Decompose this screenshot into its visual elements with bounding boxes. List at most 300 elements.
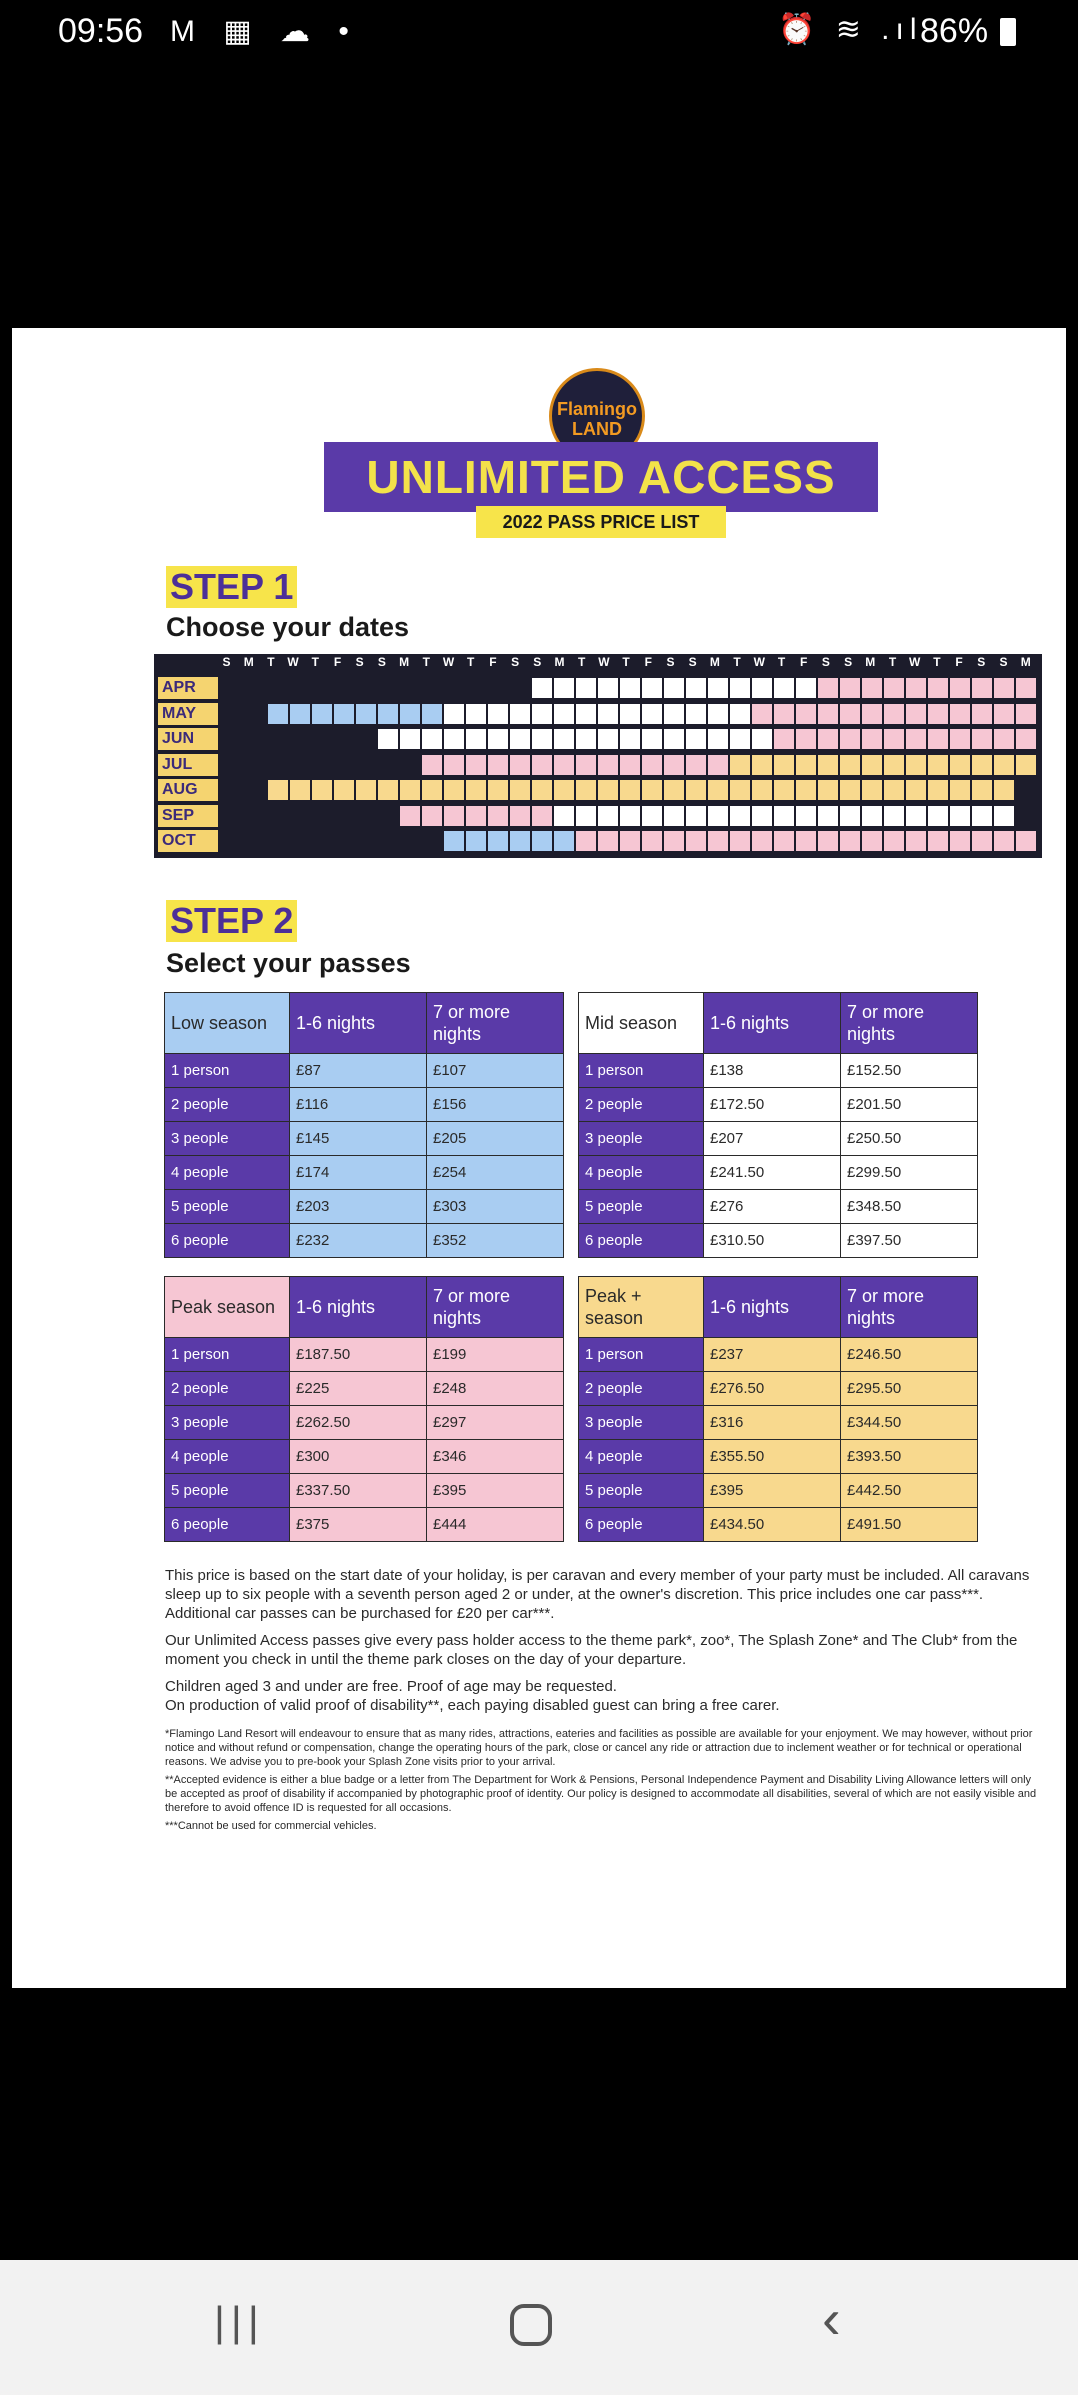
calendar-day-cell xyxy=(796,831,816,851)
calendar-day-cell xyxy=(884,729,904,749)
price-7-plus-nights: £201.50 xyxy=(841,1088,978,1122)
calendar-day-cell xyxy=(378,678,398,698)
calendar-day-cell xyxy=(774,704,794,724)
table-row xyxy=(579,1406,978,1440)
calendar-day-cell xyxy=(598,755,618,775)
calendar-day-cell xyxy=(246,806,266,826)
col-7-plus-nights: 7 or more nights xyxy=(841,1277,978,1338)
document-subtitle: 2022 PASS PRICE LIST xyxy=(476,506,726,538)
back-icon[interactable]: ‹ xyxy=(822,2287,841,2350)
calendar-day-cell xyxy=(796,729,816,749)
calendar-day-cell xyxy=(620,780,640,800)
calendar-day-cell xyxy=(752,806,772,826)
month-label: MAY xyxy=(158,703,218,725)
calendar-day-cell xyxy=(466,806,486,826)
document-title: UNLIMITED ACCESS xyxy=(324,442,878,512)
calendar-day-cell xyxy=(334,780,354,800)
day-header: T xyxy=(888,655,897,669)
calendar-day-cell xyxy=(1016,704,1036,724)
price-1-6-nights: £434.50 xyxy=(704,1508,841,1542)
calendar-month-row xyxy=(154,727,1042,751)
day-header: T xyxy=(777,655,786,669)
calendar-day-cell xyxy=(510,780,530,800)
price-1-6-nights: £225 xyxy=(290,1372,427,1406)
price-7-plus-nights: £107 xyxy=(427,1054,564,1088)
calendar-day-cell xyxy=(730,678,750,698)
day-header: T xyxy=(622,655,630,669)
party-size: 4 people xyxy=(579,1156,704,1190)
calendar-day-cell xyxy=(466,831,486,851)
calendar-day-cell xyxy=(598,831,618,851)
table-row xyxy=(579,1156,978,1190)
price-1-6-nights: £174 xyxy=(290,1156,427,1190)
calendar-day-cell xyxy=(290,831,310,851)
calendar-day-cell xyxy=(620,806,640,826)
calendar-day-cell xyxy=(708,831,728,851)
calendar-day-cell xyxy=(818,755,838,775)
price-7-plus-nights: £348.50 xyxy=(841,1190,978,1224)
price-1-6-nights: £262.50 xyxy=(290,1406,427,1440)
recent-apps-icon[interactable]: ||| xyxy=(214,2298,265,2345)
calendar-day-cell xyxy=(268,704,288,724)
price-7-plus-nights: £397.50 xyxy=(841,1224,978,1258)
calendar-day-cell xyxy=(730,704,750,724)
calendar-day-cell xyxy=(246,831,266,851)
calendar-day-cell xyxy=(400,704,420,724)
calendar-day-cell xyxy=(378,755,398,775)
calendar-day-cell xyxy=(752,678,772,698)
calendar-day-cell xyxy=(994,704,1014,724)
step2-label: STEP 2 xyxy=(166,900,297,942)
calendar-day-cell xyxy=(620,704,640,724)
calendar-day-cell xyxy=(686,780,706,800)
calendar-day-cell xyxy=(444,704,464,724)
col-7-plus-nights: 7 or more nights xyxy=(427,993,564,1054)
price-7-plus-nights: £246.50 xyxy=(841,1338,978,1372)
calendar-day-cell xyxy=(510,678,530,698)
calendar-day-cell xyxy=(378,831,398,851)
calendar-day-cell xyxy=(686,755,706,775)
day-header: S xyxy=(844,655,853,669)
party-size: 5 people xyxy=(165,1190,290,1224)
calendar-day-cell xyxy=(840,780,860,800)
table-row xyxy=(165,1088,564,1122)
calendar-day-cell xyxy=(972,678,992,698)
day-header: S xyxy=(688,655,697,669)
calendar-day-cell xyxy=(818,780,838,800)
calendar-day-cell xyxy=(1016,729,1036,749)
calendar-day-cell xyxy=(378,806,398,826)
calendar-day-cell xyxy=(796,806,816,826)
table-row xyxy=(165,1406,564,1440)
table-row xyxy=(165,1508,564,1542)
calendar-day-cell xyxy=(862,806,882,826)
calendar-day-cell xyxy=(994,806,1014,826)
party-size: 3 people xyxy=(579,1122,704,1156)
price-7-plus-nights: £205 xyxy=(427,1122,564,1156)
table-row xyxy=(579,1372,978,1406)
calendar-day-cell xyxy=(400,780,420,800)
calendar-day-cell xyxy=(598,729,618,749)
calendar-day-cell xyxy=(1016,831,1036,851)
calendar-day-cell xyxy=(642,806,662,826)
price-1-6-nights: £337.50 xyxy=(290,1474,427,1508)
calendar-day-cell xyxy=(312,780,332,800)
battery-icon xyxy=(1000,18,1016,46)
calendar-day-cell xyxy=(246,704,266,724)
price-1-6-nights: £237 xyxy=(704,1338,841,1372)
price-7-plus-nights: £299.50 xyxy=(841,1156,978,1190)
party-size: 5 people xyxy=(579,1474,704,1508)
calendar-day-cell xyxy=(576,780,596,800)
calendar-day-cell xyxy=(312,755,332,775)
calendar-day-cell xyxy=(224,729,244,749)
calendar-day-cell xyxy=(422,831,442,851)
calendar-day-cell xyxy=(378,729,398,749)
calendar-day-cell xyxy=(840,704,860,724)
calendar-day-cell xyxy=(862,831,882,851)
table-row xyxy=(165,1440,564,1474)
calendar-day-cell xyxy=(708,729,728,749)
terms-paragraph-1: This price is based on the start date of your holiday, is per caravan and every member of your party must be included. All caravans sleep up to six people with a seventh person aged 2 or under, at the owner's discretion. This price includes one car pass***. Additional car passes can be purchased for £20 per car***. xyxy=(165,1567,1030,1622)
calendar-day-cell xyxy=(312,831,332,851)
calendar-day-cell xyxy=(554,806,574,826)
table-row xyxy=(579,1190,978,1224)
party-size: 4 people xyxy=(165,1440,290,1474)
calendar-day-cell xyxy=(818,729,838,749)
calendar-day-cell xyxy=(246,678,266,698)
calendar-day-cell xyxy=(686,704,706,724)
day-header: S xyxy=(222,655,231,669)
party-size: 5 people xyxy=(579,1190,704,1224)
status-bar xyxy=(0,0,1078,64)
terms-paragraph-4: On production of valid proof of disability**, each paying disabled guest can bring a free carer. xyxy=(165,1697,780,1714)
party-size: 4 people xyxy=(579,1440,704,1474)
calendar-month-row xyxy=(154,804,1042,828)
calendar-day-cell xyxy=(554,678,574,698)
calendar-day-cell xyxy=(268,755,288,775)
calendar-day-cell xyxy=(1016,678,1036,698)
calendar-day-cell xyxy=(642,704,662,724)
table-row xyxy=(165,1054,564,1088)
calendar-days xyxy=(224,780,1042,800)
calendar-day-cell xyxy=(818,806,838,826)
day-header: S xyxy=(821,655,830,669)
price-7-plus-nights: £393.50 xyxy=(841,1440,978,1474)
calendar-day-cell xyxy=(246,755,266,775)
season-name: Mid season xyxy=(579,993,704,1054)
calendar-day-cell xyxy=(532,704,552,724)
calendar-day-cell xyxy=(334,806,354,826)
calendar-day-cell xyxy=(730,831,750,851)
calendar-day-cell xyxy=(444,755,464,775)
calendar-day-cell xyxy=(510,806,530,826)
price-7-plus-nights: £295.50 xyxy=(841,1372,978,1406)
calendar-day-cell xyxy=(576,704,596,724)
calendar-day-cell xyxy=(488,678,508,698)
calendar-day-cell xyxy=(356,755,376,775)
calendar-day-cell xyxy=(686,678,706,698)
calendar-day-cell xyxy=(906,806,926,826)
price-7-plus-nights: £254 xyxy=(427,1156,564,1190)
calendar-day-cell xyxy=(444,729,464,749)
day-header: W xyxy=(909,655,921,669)
calendar-day-cell xyxy=(906,729,926,749)
calendar-day-cell xyxy=(664,755,684,775)
calendar-day-cell xyxy=(906,780,926,800)
calendar-day-cell xyxy=(510,729,530,749)
calendar-day-cell xyxy=(972,755,992,775)
calendar-day-cell xyxy=(290,806,310,826)
footnote-1: *Flamingo Land Resort will endeavour to ensure that as many rides, attractions, eateries and facilities as possible are available for your enjoyment. We may however, without prior notice and without refund or compensation, change the operating hours of the park, close or cancel any ride or attraction due to inclement weather or for technical or operational reasons. We advise you to pre-book your Splash Zone visits prior to your arrival. xyxy=(165,1728,1033,1768)
calendar-day-cell xyxy=(400,729,420,749)
calendar-day-cell xyxy=(664,806,684,826)
price-1-6-nights: £276.50 xyxy=(704,1372,841,1406)
battery-level: 86% xyxy=(920,12,989,50)
calendar-day-cell xyxy=(1016,755,1036,775)
party-size: 1 person xyxy=(579,1054,704,1088)
calendar-day-cell xyxy=(422,729,442,749)
price-7-plus-nights: £250.50 xyxy=(841,1122,978,1156)
calendar-day-cell xyxy=(642,755,662,775)
calendar-day-cell xyxy=(774,755,794,775)
col-1-6-nights: 1-6 nights xyxy=(290,993,427,1054)
calendar-day-cell xyxy=(510,704,530,724)
calendar-month-row xyxy=(154,676,1042,700)
party-size: 6 people xyxy=(579,1224,704,1258)
calendar-days xyxy=(224,704,1042,724)
calendar-day-cell xyxy=(224,678,244,698)
calendar-day-cell xyxy=(334,678,354,698)
calendar-day-cell xyxy=(950,780,970,800)
day-header: F xyxy=(644,655,652,669)
calendar-day-cell xyxy=(862,704,882,724)
calendar-day-cell xyxy=(972,831,992,851)
table-row xyxy=(165,1122,564,1156)
calendar-day-cell xyxy=(906,831,926,851)
day-header: S xyxy=(666,655,675,669)
table-row xyxy=(579,1508,978,1542)
price-7-plus-nights: £297 xyxy=(427,1406,564,1440)
price-7-plus-nights: £248 xyxy=(427,1372,564,1406)
calendar-day-cell xyxy=(224,780,244,800)
calendar-day-cell xyxy=(290,729,310,749)
calendar-day-cell xyxy=(884,780,904,800)
calendar-day-cell xyxy=(906,755,926,775)
step1-label: STEP 1 xyxy=(166,566,297,608)
calendar-day-cell xyxy=(928,831,948,851)
calendar-day-cell xyxy=(906,704,926,724)
calendar-day-cell xyxy=(840,729,860,749)
step2-heading: Select your passes xyxy=(166,948,411,978)
calendar-day-cell xyxy=(268,729,288,749)
calendar-day-cell xyxy=(488,755,508,775)
calendar-day-cell xyxy=(422,755,442,775)
calendar-day-cell xyxy=(598,780,618,800)
party-size: 3 people xyxy=(579,1406,704,1440)
calendar-day-cell xyxy=(444,831,464,851)
home-icon[interactable] xyxy=(510,2304,552,2346)
table-row xyxy=(579,1088,978,1122)
calendar-day-cell xyxy=(620,678,640,698)
calendar-day-cell xyxy=(554,831,574,851)
calendar-day-cell xyxy=(708,704,728,724)
calendar-day-cell xyxy=(334,755,354,775)
calendar-day-cell xyxy=(268,806,288,826)
calendar-day-cell xyxy=(950,806,970,826)
calendar-day-cell xyxy=(554,729,574,749)
col-7-plus-nights: 7 or more nights xyxy=(841,993,978,1054)
calendar-day-cell xyxy=(796,678,816,698)
calendar-day-cell xyxy=(290,704,310,724)
calendar-day-cell xyxy=(290,780,310,800)
calendar-day-cell xyxy=(972,806,992,826)
calendar-day-cell xyxy=(312,678,332,698)
calendar-day-cell xyxy=(972,704,992,724)
day-header: S xyxy=(999,655,1008,669)
android-navigation-bar xyxy=(0,2260,1078,2395)
calendar-day-cell xyxy=(576,755,596,775)
calendar-day-cell xyxy=(598,678,618,698)
calendar-day-cell xyxy=(598,806,618,826)
calendar-day-cell xyxy=(356,729,376,749)
calendar-day-cell xyxy=(752,704,772,724)
calendar-day-cell xyxy=(884,678,904,698)
calendar-day-cell xyxy=(224,704,244,724)
price-1-6-nights: £300 xyxy=(290,1440,427,1474)
month-label: OCT xyxy=(158,830,218,852)
day-header: T xyxy=(267,655,275,669)
calendar-day-cell xyxy=(532,831,552,851)
footnote-2: **Accepted evidence is either a blue badge or a letter from The Department for Work & Pensions, Personal Independence Payment and Disability Living Allowance letters will only be accepted as proof of disability if accompanied by photographic proof of identity. Our policy is designed to accommodate all disabilities, several of which are not easily visible and therefore to avoid offence ID is requested for all occasions. xyxy=(165,1774,1037,1814)
price-1-6-nights: £375 xyxy=(290,1508,427,1542)
calendar-day-cell xyxy=(664,678,684,698)
calendar-day-cell xyxy=(532,755,552,775)
day-header: T xyxy=(467,655,475,669)
calendar-day-cell xyxy=(642,729,662,749)
peak-season-table xyxy=(164,1276,564,1542)
calendar-day-cell xyxy=(730,729,750,749)
day-header: T xyxy=(422,655,430,669)
calendar-day-cell xyxy=(488,704,508,724)
table-row xyxy=(579,1440,978,1474)
price-1-6-nights: £232 xyxy=(290,1224,427,1258)
calendar-day-cell xyxy=(752,729,772,749)
col-1-6-nights: 1-6 nights xyxy=(290,1277,427,1338)
calendar-days xyxy=(224,755,1042,775)
calendar-day-cell xyxy=(686,729,706,749)
price-7-plus-nights: £344.50 xyxy=(841,1406,978,1440)
table-row xyxy=(165,1474,564,1508)
calendar-day-cell xyxy=(620,729,640,749)
season-name: Low season xyxy=(165,993,290,1054)
calendar-day-cell xyxy=(840,755,860,775)
calendar-days xyxy=(224,729,1042,749)
calendar-day-cell xyxy=(928,678,948,698)
day-header: S xyxy=(511,655,520,669)
day-header: F xyxy=(955,655,963,669)
mid-season-table xyxy=(578,992,978,1258)
price-1-6-nights: £145 xyxy=(290,1122,427,1156)
month-label: JUN xyxy=(158,728,218,750)
calendar-day-cell xyxy=(664,729,684,749)
calendar-day-cell xyxy=(664,831,684,851)
calendar-day-cell xyxy=(488,780,508,800)
table-row xyxy=(579,1338,978,1372)
day-header: S xyxy=(977,655,986,669)
calendar-day-cell xyxy=(730,806,750,826)
month-label: APR xyxy=(158,677,218,699)
price-7-plus-nights: £156 xyxy=(427,1088,564,1122)
calendar-day-cell xyxy=(246,780,266,800)
calendar-day-cell xyxy=(884,806,904,826)
calendar-day-cell xyxy=(796,755,816,775)
calendar-day-cell xyxy=(642,831,662,851)
calendar-day-cell xyxy=(356,780,376,800)
day-header: W xyxy=(598,655,610,669)
price-1-6-nights: £87 xyxy=(290,1054,427,1088)
calendar-day-cell xyxy=(576,806,596,826)
calendar-day-cell xyxy=(400,755,420,775)
table-row xyxy=(579,1474,978,1508)
calendar-day-cell xyxy=(378,780,398,800)
season-name: Peak season xyxy=(165,1277,290,1338)
month-label: JUL xyxy=(158,754,218,776)
calendar-day-cell xyxy=(224,806,244,826)
price-1-6-nights: £355.50 xyxy=(704,1440,841,1474)
calendar-day-cell xyxy=(312,806,332,826)
calendar-day-cell xyxy=(620,831,640,851)
calendar-day-cell xyxy=(466,729,486,749)
calendar-days xyxy=(224,806,1042,826)
peak-plus-season-table xyxy=(578,1276,978,1542)
calendar-day-cell xyxy=(312,704,332,724)
col-1-6-nights: 1-6 nights xyxy=(704,993,841,1054)
calendar-day-cell xyxy=(422,678,442,698)
calendar-day-cell xyxy=(928,806,948,826)
price-1-6-nights: £276 xyxy=(704,1190,841,1224)
calendar-days xyxy=(224,831,1042,851)
calendar-day-cell xyxy=(950,678,970,698)
calendar-day-cell xyxy=(752,831,772,851)
calendar-day-cell xyxy=(400,831,420,851)
price-7-plus-nights: £346 xyxy=(427,1440,564,1474)
calendar-day-cell xyxy=(378,704,398,724)
day-header: W xyxy=(442,655,455,669)
calendar-day-cell xyxy=(466,704,486,724)
party-size: 1 person xyxy=(165,1338,290,1372)
calendar-day-cell xyxy=(422,780,442,800)
calendar-day-cell xyxy=(840,678,860,698)
day-header: W xyxy=(287,655,299,669)
calendar-day-cell xyxy=(796,780,816,800)
calendar-day-cell xyxy=(818,704,838,724)
terms-paragraph-3: Children aged 3 and under are free. Proof of age may be requested. xyxy=(165,1678,617,1695)
day-header: M xyxy=(865,655,876,669)
calendar-day-cell xyxy=(554,755,574,775)
price-7-plus-nights: £491.50 xyxy=(841,1508,978,1542)
calendar-day-cell xyxy=(1016,806,1036,826)
table-row xyxy=(579,1122,978,1156)
price-7-plus-nights: £152.50 xyxy=(841,1054,978,1088)
calendar-day-cell xyxy=(444,678,464,698)
calendar-day-cell xyxy=(994,831,1014,851)
calendar-day-cell xyxy=(774,831,794,851)
day-header: F xyxy=(333,655,342,669)
calendar-day-cell xyxy=(356,831,376,851)
calendar-day-cell xyxy=(994,755,1014,775)
table-row xyxy=(165,1224,564,1258)
